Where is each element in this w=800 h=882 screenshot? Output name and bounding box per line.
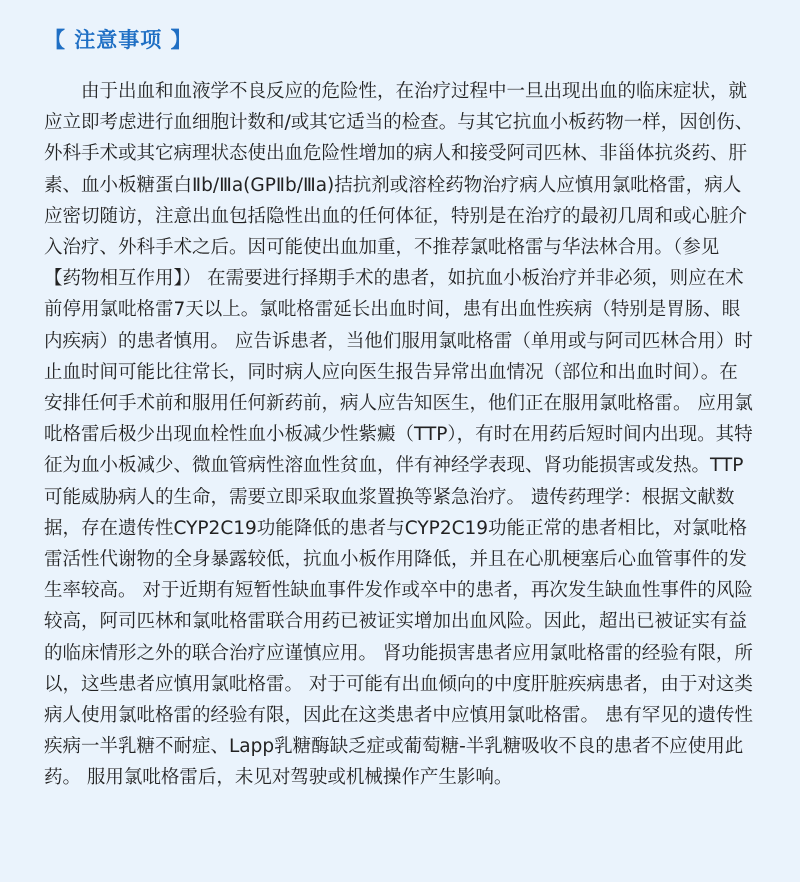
section-heading: 【 注意事项 】	[44, 28, 193, 52]
section-body-text: 由于出血和血液学不良反应的危险性，在治疗过程中一旦出现出血的临床症状，就应立即考虑进行血细胞计数和/或其它适当的检查。与其它抗血小板药物一样，因创伤、外科手术或其它病理状态使出血危险性增加的病人和接受阿司匹林、非甾体抗炎药、肝素、血小板糖蛋白Ⅱb/Ⅲa(GPⅡb/Ⅲa)拮抗剂或溶栓药物治疗病人应慎用氯吡格雷，病人应密切随访，注意出血包括隐性出血的任何体征，特别是在治疗的最初几周和或心脏介入治疗、外科手术之后。因可能使出血加重，不推荐氯吡格雷与华法林合用。（参见【药物相互作用】） 在需要进行择期手术的患者，如抗血小板治疗并非必须，则应在术前停用氯吡格雷7天以上。氯吡格雷延长出血时间，患有出血性疾病（特别是胃肠、眼内疾病）的患者慎用。 应告诉患者，当他们服用氯吡格雷（单用或与阿司匹林合用）时止血时间可能比往常长，同时病人应向医生报告异常出血情况（部位和出血时间）。在安排任何手术前和服用任何新药前，病人应告知医生，他们正在服用氯吡格雷。 应用氯吡格雷后极少出现血栓性血小板减少性紫癜（TTP），有时在用药后短时间内出现。其特征为血小板减少、微血管病性溶血性贫血，伴有神经学表现、肾功能损害或发热。TTP可能威胁病人的生命，需要立即采取血浆置换等紧急治疗。 遗传药理学：根据文献数据，存在遗传性CYP2C19功能降低的患者与CYP2C19功能正常的患者相比，对氯吡格雷活性代谢物的全身暴露较低，抗血小板作用降低，并且在心肌梗塞后心血管事件的发生率较高。 对于近期有短暂性缺血事件发作或卒中的患者，再次发生缺血性事件的风险较高，阿司匹林和氯吡格雷联合用药已被证实增加出血风险。因此，超出已被证实有益的临床情形之外的联合治疗应谨慎应用。 肾功能损害患者应用氯吡格雷的经验有限，所以，这些患者应慎用氯吡格雷。 对于可能有出血倾向的中度肝脏疾病患者，由于对这类病人使用氯吡格雷的经验有限，因此在这类患者中应慎用氯吡格雷。 患有罕见的遗传性疾病一半乳糖不耐症、Lapp乳糖酶缺乏症或葡萄糖-半乳糖吸收不良的患者不应使用此药。 服用氯吡格雷后，未见对驾驶或机械操作产生影响。	[44, 81, 754, 789]
